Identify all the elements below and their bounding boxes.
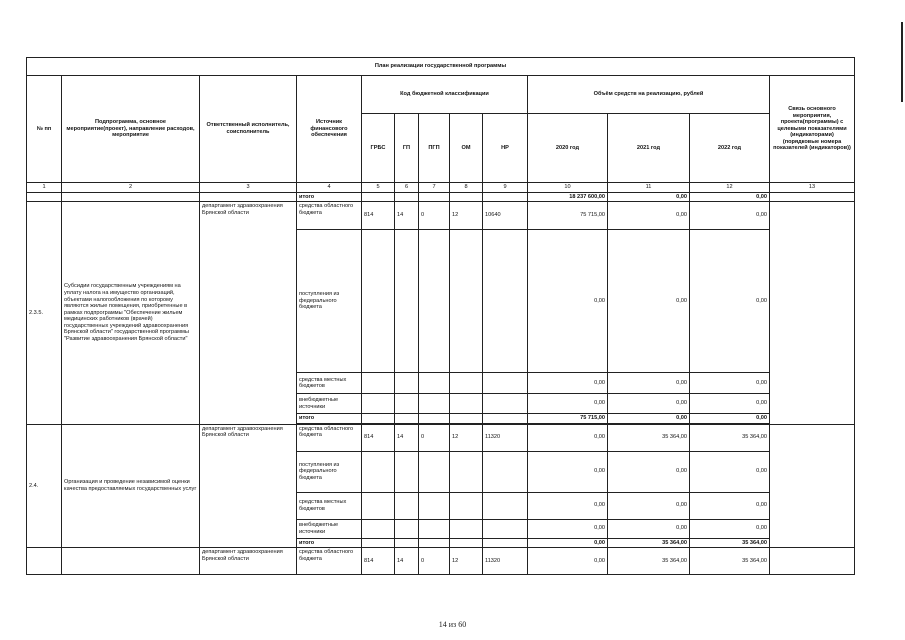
empty-cell — [419, 414, 450, 424]
gp-cell: 14 — [395, 202, 419, 230]
itogo-2021: 0,00 — [608, 192, 690, 202]
empty-cell — [395, 492, 419, 519]
colnum: 6 — [395, 183, 419, 193]
item-number: 2.4. — [27, 424, 62, 548]
empty-cell — [362, 394, 395, 414]
colnum: 3 — [200, 183, 297, 193]
header-np: НР — [483, 114, 528, 183]
empty-cell — [450, 492, 483, 519]
value-2022: 0,00 — [690, 394, 770, 414]
header-link: Связь основного мероприятия, проекта(программы) с целевыми показателями (индикаторами) (порядковые номера показателей (индикаторов)) — [770, 76, 855, 183]
empty-cell — [62, 548, 200, 575]
value-2021: 0,00 — [608, 451, 690, 492]
empty-cell — [483, 394, 528, 414]
empty-cell — [419, 230, 450, 373]
np-cell: 11320 — [483, 548, 528, 575]
value-2022: 35 364,00 — [690, 548, 770, 575]
value-2021: 0,00 — [608, 230, 690, 373]
empty-cell — [395, 538, 419, 548]
value-2021: 0,00 — [608, 394, 690, 414]
source-cell: внебюджетные источники — [297, 519, 362, 538]
empty-cell — [450, 394, 483, 414]
value-2020: 0,00 — [528, 451, 608, 492]
item-name: Субсидии государственным учреждениям на уплату налога на имущество организаций, объектами налогообложения по которому являются жилые помещения, приобретенные в рамках подпрограммы "Обеспечение жильем медицинских работников (врачей) государственных учреждений здравоохранения Брянской области" государственной программы "Развитие здравоохранения Брянской области" — [62, 202, 200, 425]
empty-cell — [483, 492, 528, 519]
header-2022: 2022 год — [690, 114, 770, 183]
itogo-2021: 35 364,00 — [608, 538, 690, 548]
header-2020: 2020 год — [528, 114, 608, 183]
empty-cell — [419, 373, 450, 394]
colnum: 10 — [528, 183, 608, 193]
value-2020: 0,00 — [528, 373, 608, 394]
value-2022: 0,00 — [690, 519, 770, 538]
empty-cell — [395, 192, 419, 202]
value-2020: 0,00 — [528, 519, 608, 538]
grbs-cell: 814 — [362, 548, 395, 575]
empty-cell — [362, 451, 395, 492]
top-itogo-row — [27, 192, 855, 202]
empty-cell — [419, 192, 450, 202]
source-cell: поступления из федерального бюджета — [297, 230, 362, 373]
table-row — [27, 424, 855, 451]
empty-cell — [450, 192, 483, 202]
value-2021: 0,00 — [608, 492, 690, 519]
value-2020: 0,00 — [528, 424, 608, 451]
header-volume: Объём средств на реализацию, рублей — [528, 76, 770, 114]
itogo-2020: 18 237 600,00 — [528, 192, 608, 202]
colnum: 13 — [770, 183, 855, 193]
empty-cell — [419, 451, 450, 492]
itogo-2022: 0,00 — [690, 414, 770, 424]
value-2020: 0,00 — [528, 394, 608, 414]
colnum: 12 — [690, 183, 770, 193]
value-2021: 0,00 — [608, 202, 690, 230]
empty-cell — [419, 519, 450, 538]
empty-cell — [483, 519, 528, 538]
om-cell: 12 — [450, 424, 483, 451]
empty-cell — [395, 394, 419, 414]
item-responsible: департамент здравоохранения Брянской области — [200, 424, 297, 548]
empty-cell — [395, 451, 419, 492]
source-cell: средства областного бюджета — [297, 548, 362, 575]
itogo-2022: 0,00 — [690, 192, 770, 202]
link-cell — [770, 548, 855, 575]
header-2021: 2021 год — [608, 114, 690, 183]
header-num: № пп — [27, 76, 62, 183]
table-row — [27, 202, 855, 230]
header-kbk: Код бюджетной классификации — [362, 76, 528, 114]
empty-cell — [450, 414, 483, 424]
source-cell: средства областного бюджета — [297, 424, 362, 451]
source-cell: средства местных бюджетов — [297, 492, 362, 519]
empty-cell — [362, 519, 395, 538]
colnum: 8 — [450, 183, 483, 193]
colnum: 4 — [297, 183, 362, 193]
colnum: 7 — [419, 183, 450, 193]
empty-cell — [200, 192, 297, 202]
itogo-label: итого — [297, 414, 362, 424]
value-2020: 0,00 — [528, 230, 608, 373]
value-2021: 35 364,00 — [608, 424, 690, 451]
grbs-cell: 814 — [362, 202, 395, 230]
np-cell: 10640 — [483, 202, 528, 230]
link-cell — [770, 424, 855, 548]
om-cell: 12 — [450, 202, 483, 230]
page-number: 14 из 60 — [438, 620, 467, 629]
item-number: 2.3.5. — [27, 202, 62, 425]
source-cell: средства областного бюджета — [297, 202, 362, 230]
colnum: 9 — [483, 183, 528, 193]
empty-cell — [362, 414, 395, 424]
source-cell: внебюджетные источники — [297, 394, 362, 414]
table-title: План реализации государственной программы — [27, 58, 855, 76]
item-responsible: департамент здравоохранения Брянской области — [200, 548, 297, 575]
empty-cell — [450, 373, 483, 394]
value-2022: 0,00 — [690, 492, 770, 519]
header-gp: ГП — [395, 114, 419, 183]
item-responsible: департамент здравоохранения Брянской области — [200, 202, 297, 425]
itogo-2020: 75 715,00 — [528, 414, 608, 424]
pgp-cell: 0 — [419, 424, 450, 451]
empty-cell — [362, 373, 395, 394]
link-cell — [770, 202, 855, 425]
item-name: Организация и проведение независимой оценки качества предоставляемых государственных услуг — [62, 424, 200, 548]
empty-cell — [62, 192, 200, 202]
empty-cell — [395, 414, 419, 424]
header-row-1 — [27, 76, 855, 114]
header-source: Источник финансового обеспечения — [297, 76, 362, 183]
grbs-cell: 814 — [362, 424, 395, 451]
value-2020: 75 715,00 — [528, 202, 608, 230]
value-2020: 0,00 — [528, 548, 608, 575]
itogo-label: итого — [297, 192, 362, 202]
empty-cell — [483, 230, 528, 373]
source-cell: поступления из федерального бюджета — [297, 451, 362, 492]
pgp-cell: 0 — [419, 548, 450, 575]
empty-cell — [395, 373, 419, 394]
colnum: 2 — [62, 183, 200, 193]
value-2022: 35 364,00 — [690, 424, 770, 451]
header-om: ОМ — [450, 114, 483, 183]
empty-cell — [362, 538, 395, 548]
empty-cell — [450, 451, 483, 492]
empty-cell — [483, 192, 528, 202]
colnum: 5 — [362, 183, 395, 193]
itogo-2022: 35 364,00 — [690, 538, 770, 548]
plan-table — [26, 57, 855, 575]
value-2021: 0,00 — [608, 373, 690, 394]
empty-cell — [450, 519, 483, 538]
empty-cell — [362, 492, 395, 519]
value-2022: 0,00 — [690, 202, 770, 230]
empty-cell — [419, 394, 450, 414]
empty-cell — [450, 230, 483, 373]
header-pgp: ПГП — [419, 114, 450, 183]
value-2022: 0,00 — [690, 373, 770, 394]
gp-cell: 14 — [395, 424, 419, 451]
source-cell: средства местных бюджетов — [297, 373, 362, 394]
value-2022: 0,00 — [690, 230, 770, 373]
itogo-2020: 0,00 — [528, 538, 608, 548]
itogo-label: итого — [297, 538, 362, 548]
table-row — [27, 548, 855, 575]
np-cell: 11320 — [483, 424, 528, 451]
empty-cell — [419, 492, 450, 519]
empty-cell — [395, 230, 419, 373]
empty-cell — [483, 373, 528, 394]
empty-cell — [362, 192, 395, 202]
colnum: 1 — [27, 183, 62, 193]
gp-cell: 14 — [395, 548, 419, 575]
column-numbers-row — [27, 183, 855, 193]
table-title-row — [27, 58, 855, 76]
empty-cell — [483, 414, 528, 424]
om-cell: 12 — [450, 548, 483, 575]
empty-cell — [395, 519, 419, 538]
itogo-2021: 0,00 — [608, 414, 690, 424]
value-2021: 0,00 — [608, 519, 690, 538]
value-2022: 0,00 — [690, 451, 770, 492]
header-grbs: ГРБС — [362, 114, 395, 183]
empty-cell — [483, 451, 528, 492]
value-2021: 35 364,00 — [608, 548, 690, 575]
value-2020: 0,00 — [528, 492, 608, 519]
empty-cell — [450, 538, 483, 548]
empty-cell — [483, 538, 528, 548]
empty-cell — [362, 230, 395, 373]
header-subprogram: Подпрограмма, основное мероприятие(проект), направление расходов, мероприятие — [62, 76, 200, 183]
empty-cell — [770, 192, 855, 202]
pgp-cell: 0 — [419, 202, 450, 230]
edge-mark — [901, 22, 903, 102]
empty-cell — [27, 548, 62, 575]
empty-cell — [27, 192, 62, 202]
empty-cell — [419, 538, 450, 548]
header-responsible: Ответственный исполнитель, соисполнитель — [200, 76, 297, 183]
colnum: 11 — [608, 183, 690, 193]
